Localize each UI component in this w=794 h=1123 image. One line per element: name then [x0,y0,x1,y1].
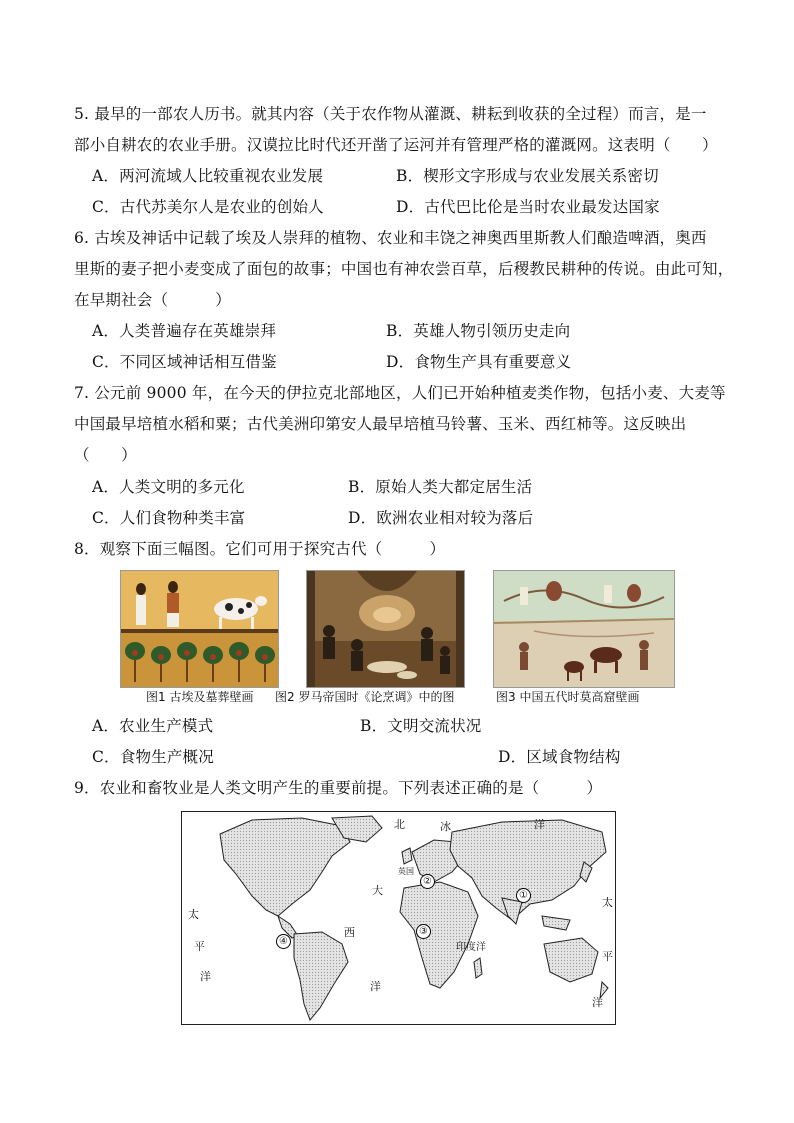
q7-option-a[interactable]: A．人类文明的多元化 [92,478,245,496]
q8-option-d[interactable]: D．区域食物结构 [498,748,621,766]
q8-option-a[interactable]: A．农业生产模式 [92,717,214,735]
map-label-north: 北 [394,818,405,831]
q7-option-b[interactable]: B．原始人类大都定居生活 [348,478,533,496]
map-label-atlantic-da: 大 [372,884,383,897]
map-label-indian-ocean: 印度洋 [456,942,486,953]
q5-option-b[interactable]: B．楔形文字形成与农业发展关系密切 [396,167,659,185]
figure-2-roman-kitchen [306,570,465,688]
map-marker-2: ② [420,874,435,889]
q7-option-c[interactable]: C．人们食物种类丰富 [92,509,246,527]
q7-stem-line1: 7. 公元前 9000 年，在今天的伊拉克北部地区，人们已开始种植麦类作物，包括小麦、大麦等 [74,384,726,402]
q6-option-c[interactable]: C．不同区域神话相互借鉴 [92,353,277,371]
q7-option-d[interactable]: D．欧洲农业相对较为落后 [348,509,534,527]
figure-1-egyptian-mural [120,570,279,688]
q6-stem-line1: 6. 古埃及神话中记载了埃及人崇拜的植物、农业和丰饶之神奥西里斯教人们酿造啤酒，奥西 [74,229,707,247]
world-map [181,811,616,1025]
q5-option-a[interactable]: A．两河流域人比较重视农业发展 [92,167,324,185]
map-label-pacific-tai-right: 太 [602,896,613,909]
map-label-arctic-ocean: 洋 [534,818,545,831]
q8-stem: 8．观察下面三幅图。它们可用于探究古代（ ） [74,540,446,558]
q9-stem: 9．农业和畜牧业是人类文明产生的重要前提。下列表述正确的是（ ） [74,779,603,797]
q5-option-c[interactable]: C．古代苏美尔人是农业的创始人 [92,198,324,216]
map-marker-4: ④ [276,934,291,949]
q6-option-b[interactable]: B．英雄人物引领历史走向 [386,322,571,340]
q8-option-b[interactable]: B．文明交流状况 [360,717,482,735]
q5-option-d[interactable]: D．古代巴比伦是当时农业最发达国家 [396,198,660,216]
map-label-atlantic-yang: 洋 [370,980,381,993]
q8-option-c[interactable]: C．食物生产概况 [92,748,214,766]
map-marker-3: ③ [416,924,431,939]
figure-1-caption: 图1 古埃及墓葬壁画 [146,690,254,704]
map-label-atlantic-xi: 西 [344,926,355,939]
map-label-ice: 冰 [440,820,451,833]
figure-3-caption: 图3 中国五代时莫高窟壁画 [496,690,640,704]
map-label-pacific-ping-right: 平 [602,950,613,963]
q6-stem-line2: 里斯的妻子把小麦变成了面包的故事；中国也有神农尝百草，后稷教民耕种的传说。由此可知， [74,260,734,278]
map-label-pacific-tai-left: 太 [188,908,199,921]
q5-stem-line2: 部小自耕农的农业手册。汉谟拉比时代还开凿了运河并有管理严格的灌溉网。这表明（ ） [74,136,718,154]
map-label-pacific-yang-left: 洋 [200,970,211,983]
q5-stem-line1: 5. 最早的一部农人历书。就其内容（关于农作物从灌溉、耕耘到收获的全过程）而言，是一 [74,105,707,123]
q6-stem-line3: 在早期社会（ ） [74,291,232,309]
q6-option-d[interactable]: D．食物生产具有重要意义 [386,353,572,371]
map-label-uk: 英国 [398,867,414,876]
figure-2-caption: 图2 罗马帝国时《论烹调》中的图 [275,690,455,704]
map-label-pacific-yang-right: 洋 [592,996,603,1009]
figure-3-dunhuang-mural [493,570,675,688]
map-marker-1: ① [516,888,531,903]
map-label-pacific-ping-left: 平 [194,940,205,953]
q7-stem-line3: （ ） [74,446,137,464]
q6-option-a[interactable]: A．人类普遍存在英雄崇拜 [92,322,277,340]
q7-stem-line2: 中国最早培植水稻和粟；古代美洲印第安人最早培植马铃薯、玉米、西红柿等。这反映出 [74,415,687,433]
